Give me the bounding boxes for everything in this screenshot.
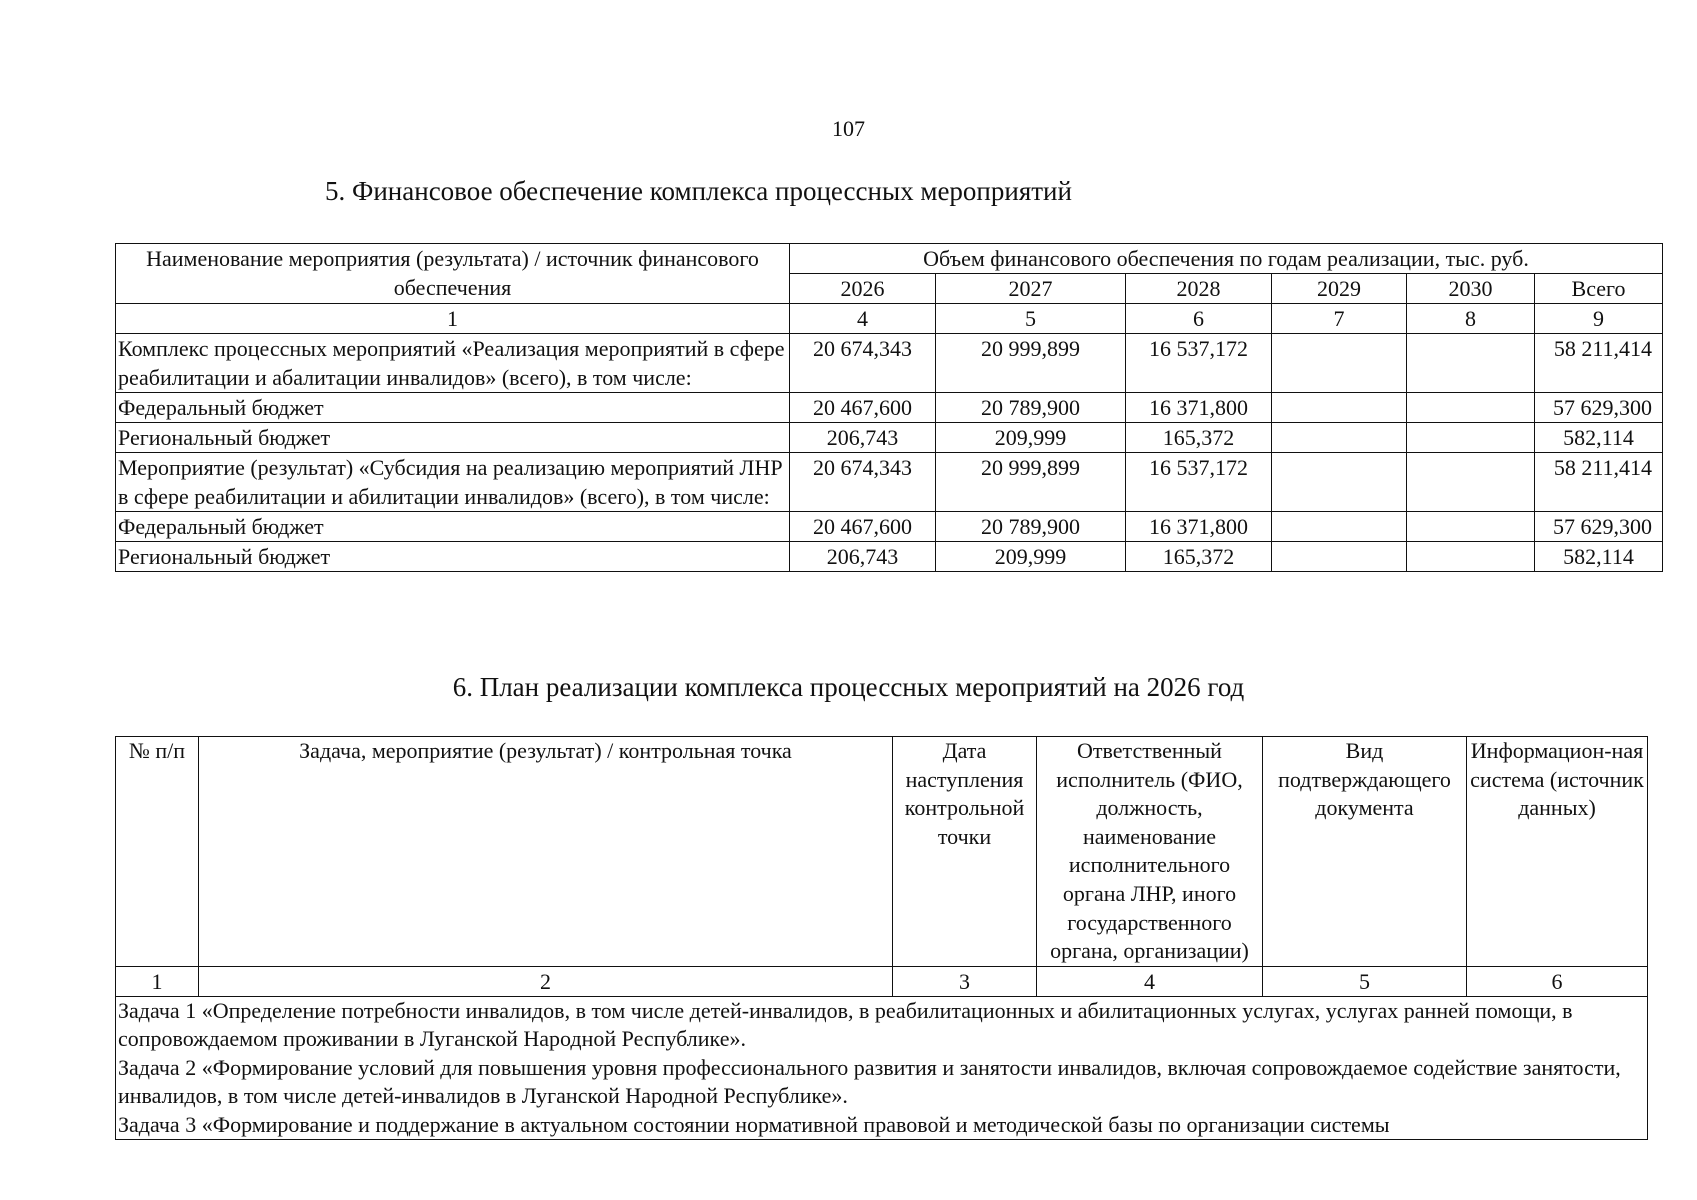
total-cell: 57 629,300 <box>1535 393 1663 423</box>
column-number: 2 <box>199 966 893 996</box>
value-cell <box>1407 453 1535 512</box>
column-number: 6 <box>1467 966 1648 996</box>
value-cell: 165,372 <box>1126 542 1272 572</box>
column-number: 4 <box>790 304 936 334</box>
total-header: Всего <box>1535 274 1663 304</box>
value-cell <box>1407 512 1535 542</box>
value-cell: 16 371,800 <box>1126 512 1272 542</box>
column-number: 1 <box>116 966 199 996</box>
value-cell <box>1407 393 1535 423</box>
row-name: Комплекс процессных мероприятий «Реализация мероприятий в сфере реабилитации и абалитации инвалидов» (всего), в том числе: <box>116 334 790 393</box>
year-header: 2030 <box>1407 274 1535 304</box>
table-row <box>116 393 1663 423</box>
header-volume-cell: Объем финансового обеспечения по годам реализации, тыс. руб. <box>790 244 1663 274</box>
table-row <box>116 512 1663 542</box>
value-cell: 20 789,900 <box>936 512 1126 542</box>
financial-table <box>115 243 1663 572</box>
row-name: Федеральный бюджет <box>116 512 790 542</box>
column-number: 3 <box>893 966 1037 996</box>
row-name: Региональный бюджет <box>116 542 790 572</box>
section-5-title: 5. Финансовое обеспечение комплекса процессных мероприятий <box>325 176 1072 206</box>
header-info-system: Информацион-ная система (источник данных) <box>1467 737 1648 967</box>
year-header: 2028 <box>1126 274 1272 304</box>
table-row <box>116 334 1663 393</box>
column-number: 5 <box>936 304 1126 334</box>
task-item: Задача 1 «Определение потребности инвалидов, в том числе детей-инвалидов, в реабилитационных и абилитационных услугах, услугах ранней помощи, в сопровождаемом проживании в Луганской Народной Республике». <box>118 997 1573 1052</box>
value-cell: 20 999,899 <box>936 453 1126 512</box>
value-cell <box>1272 334 1407 393</box>
value-cell: 165,372 <box>1126 423 1272 453</box>
task-item: Задача 3 «Формирование и поддержание в актуальном состоянии нормативной правовой и методической базы по организации системы <box>118 1111 1390 1137</box>
value-cell: 20 674,343 <box>790 453 936 512</box>
value-cell <box>1407 542 1535 572</box>
header-number: № п/п <box>116 737 199 967</box>
table-row <box>116 453 1663 512</box>
column-number: 8 <box>1407 304 1535 334</box>
row-name: Мероприятие (результат) «Субсидия на реализацию мероприятий ЛНР в сфере реабилитации и абилитации инвалидов» (всего), в том числе: <box>116 453 790 512</box>
column-number: 1 <box>116 304 790 334</box>
value-cell: 16 371,800 <box>1126 393 1272 423</box>
page-number: 107 <box>832 116 865 141</box>
row-name: Региональный бюджет <box>116 423 790 453</box>
value-cell: 206,743 <box>790 542 936 572</box>
value-cell: 209,999 <box>936 423 1126 453</box>
year-header: 2026 <box>790 274 936 304</box>
total-cell: 58 211,414 <box>1535 453 1663 512</box>
value-cell <box>1272 393 1407 423</box>
value-cell <box>1407 334 1535 393</box>
header-document-type: Вид подтверждающего документа <box>1263 737 1467 967</box>
value-cell: 20 467,600 <box>790 512 936 542</box>
column-number: 6 <box>1126 304 1272 334</box>
total-cell: 57 629,300 <box>1535 512 1663 542</box>
column-number: 5 <box>1263 966 1467 996</box>
value-cell <box>1272 512 1407 542</box>
value-cell: 20 999,899 <box>936 334 1126 393</box>
value-cell: 209,999 <box>936 542 1126 572</box>
section-6-title: 6. План реализации комплекса процессных мероприятий на 2026 год <box>452 672 1245 702</box>
year-header: 2029 <box>1272 274 1407 304</box>
total-cell: 58 211,414 <box>1535 334 1663 393</box>
value-cell: 20 467,600 <box>790 393 936 423</box>
table-row <box>116 423 1663 453</box>
value-cell: 206,743 <box>790 423 936 453</box>
plan-table <box>115 736 1648 1140</box>
table-row <box>116 542 1663 572</box>
value-cell <box>1272 453 1407 512</box>
task-item: Задача 2 «Формирование условий для повышения уровня профессионального развития и занятости инвалидов, включая сопровождаемое содействие занятости, инвалидов, в том числе детей-инвалидов в Луганской Народной Республике». <box>118 1054 1621 1109</box>
tasks-cell <box>116 996 1648 1140</box>
total-cell: 582,114 <box>1535 423 1663 453</box>
value-cell: 16 537,172 <box>1126 453 1272 512</box>
header-name-cell: Наименование мероприятия (результата) / источник финансового обеспечения <box>116 244 790 304</box>
value-cell <box>1272 423 1407 453</box>
value-cell: 20 674,343 <box>790 334 936 393</box>
header-responsible: Ответственный исполнитель (ФИО, должность, наименование исполнительного органа ЛНР, иного государственного органа, организации) <box>1037 737 1263 967</box>
column-number: 9 <box>1535 304 1663 334</box>
column-number: 4 <box>1037 966 1263 996</box>
total-cell: 582,114 <box>1535 542 1663 572</box>
header-date: Дата наступления контрольной точки <box>893 737 1037 967</box>
value-cell <box>1272 542 1407 572</box>
value-cell: 20 789,900 <box>936 393 1126 423</box>
value-cell: 16 537,172 <box>1126 334 1272 393</box>
header-task: Задача, мероприятие (результат) / контрольная точка <box>199 737 893 967</box>
year-header: 2027 <box>936 274 1126 304</box>
value-cell <box>1407 423 1535 453</box>
column-number: 7 <box>1272 304 1407 334</box>
row-name: Федеральный бюджет <box>116 393 790 423</box>
